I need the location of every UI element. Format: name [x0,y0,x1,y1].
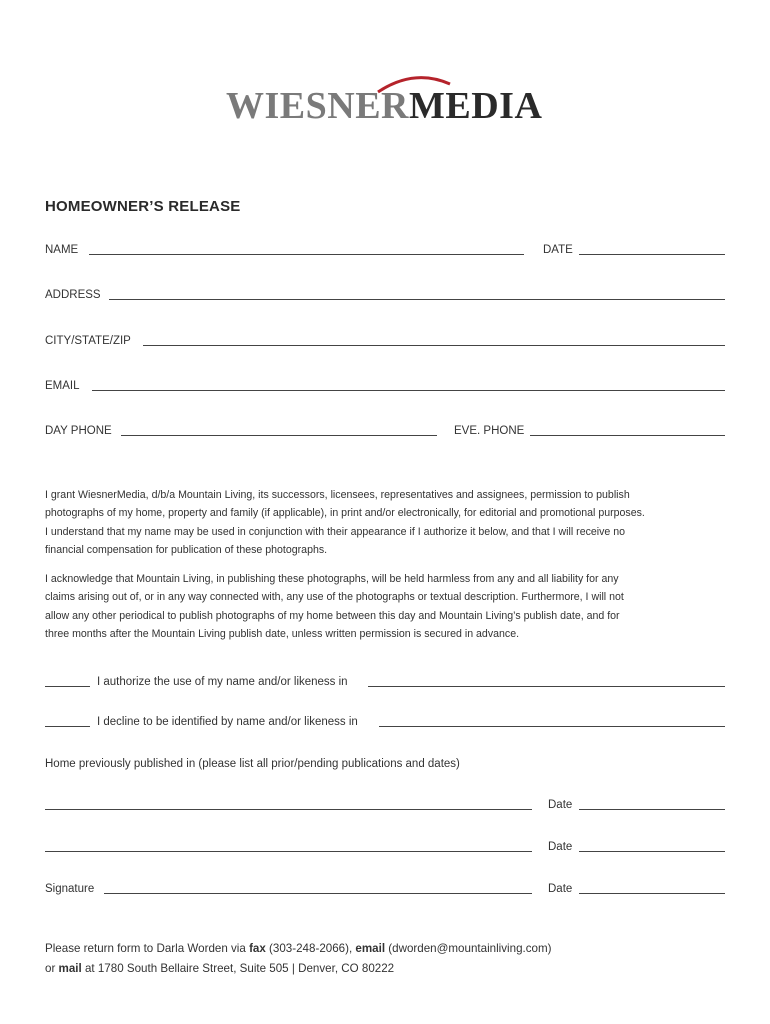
signature-date-field[interactable] [579,893,725,894]
publication-date-field-2[interactable] [579,851,725,852]
decline-publication-field[interactable] [379,726,725,727]
decline-initials-field[interactable] [45,726,90,727]
email-label: EMAIL [45,380,80,392]
logo-part-media: MEDIA [409,85,543,127]
fax-number: (303-248-2066), [265,942,356,955]
authorize-label: I authorize the use of my name and/or likeness in [97,676,348,688]
name-label: NAME [45,244,79,256]
day-phone-label: DAY PHONE [45,425,112,437]
logo-wordmark [226,86,542,126]
eve-phone-label: EVE. PHONE [454,425,525,437]
page-title: HOMEOWNER’S RELEASE [45,198,241,215]
day-phone-field[interactable] [121,435,437,436]
city-state-zip-label: CITY/STATE/ZIP [45,335,131,347]
publication-field-1[interactable] [45,809,532,810]
authorize-publication-field[interactable] [368,686,725,687]
mailing-address: at 1780 South Bellaire Street, Suite 505 | Denver, CO 80222 [81,962,395,975]
return-instructions-line-2 [45,962,394,975]
previously-published-label: Home previously published in (please list all prior/pending publications and dates) [45,758,460,770]
paragraph-line: I acknowledge that Mountain Living, in publishing these photographs, will be held harmless from any and all liability for any [45,573,619,585]
decline-label: I decline to be identified by name and/or likeness in [97,716,358,728]
paragraph-line: financial compensation for publication of these photographs. [45,543,328,556]
return-instructions-line-1 [45,942,552,955]
publication-date-field-1[interactable] [579,809,725,810]
date-field[interactable] [579,254,725,255]
paragraph-line: I grant WiesnerMedia, d/b/a Mountain Living, its successors, licensees, representatives and assignees, permission to publish [45,489,630,501]
wiesnermedia-logo [226,72,556,130]
eve-phone-field[interactable] [530,435,725,436]
publication-field-2[interactable] [45,851,532,852]
paragraph-line: three months after the Mountain Living publish date, unless written permission is secured in advance. [45,627,520,640]
footer-text: or [45,962,59,975]
release-paragraph-1 [45,486,705,559]
paragraph-line: I understand that my name may be used in conjunction with their appearance if I authorize it below, and that I will receive no [45,525,626,538]
address-label: ADDRESS [45,289,101,301]
signature-field[interactable] [104,893,532,894]
email-field[interactable] [92,390,725,391]
release-paragraph-2 [45,570,705,643]
paragraph-line: allow any other periodical to publish photographs of my home between this day and Mountain Living’s publish date, and for [45,609,620,622]
date-label-2: Date [548,841,573,853]
signature-label: Signature [45,883,95,895]
city-state-zip-field[interactable] [143,345,725,346]
logo-part-wiesner: WIESNER [226,85,409,127]
date-label-3: Date [548,883,573,895]
date-label: DATE [543,244,573,256]
footer-text: Please return form to Darla Worden via [45,942,250,955]
fax-label: fax [249,942,266,955]
paragraph-line: photographs of my home, property and family (if applicable), in print and/or electronically, for editorial and promotional purposes. [45,507,645,520]
name-field[interactable] [89,254,524,255]
email-method-label: email [355,942,386,955]
authorize-initials-field[interactable] [45,686,90,687]
mail-label: mail [58,962,82,975]
address-field[interactable] [109,299,725,300]
date-label-1: Date [548,799,573,811]
email-address: (dworden@mountainliving.com) [385,942,552,955]
paragraph-line: claims arising out of, or in any way connected with, any use of the photographs or textual description. Furthermore, I will not [45,591,624,604]
